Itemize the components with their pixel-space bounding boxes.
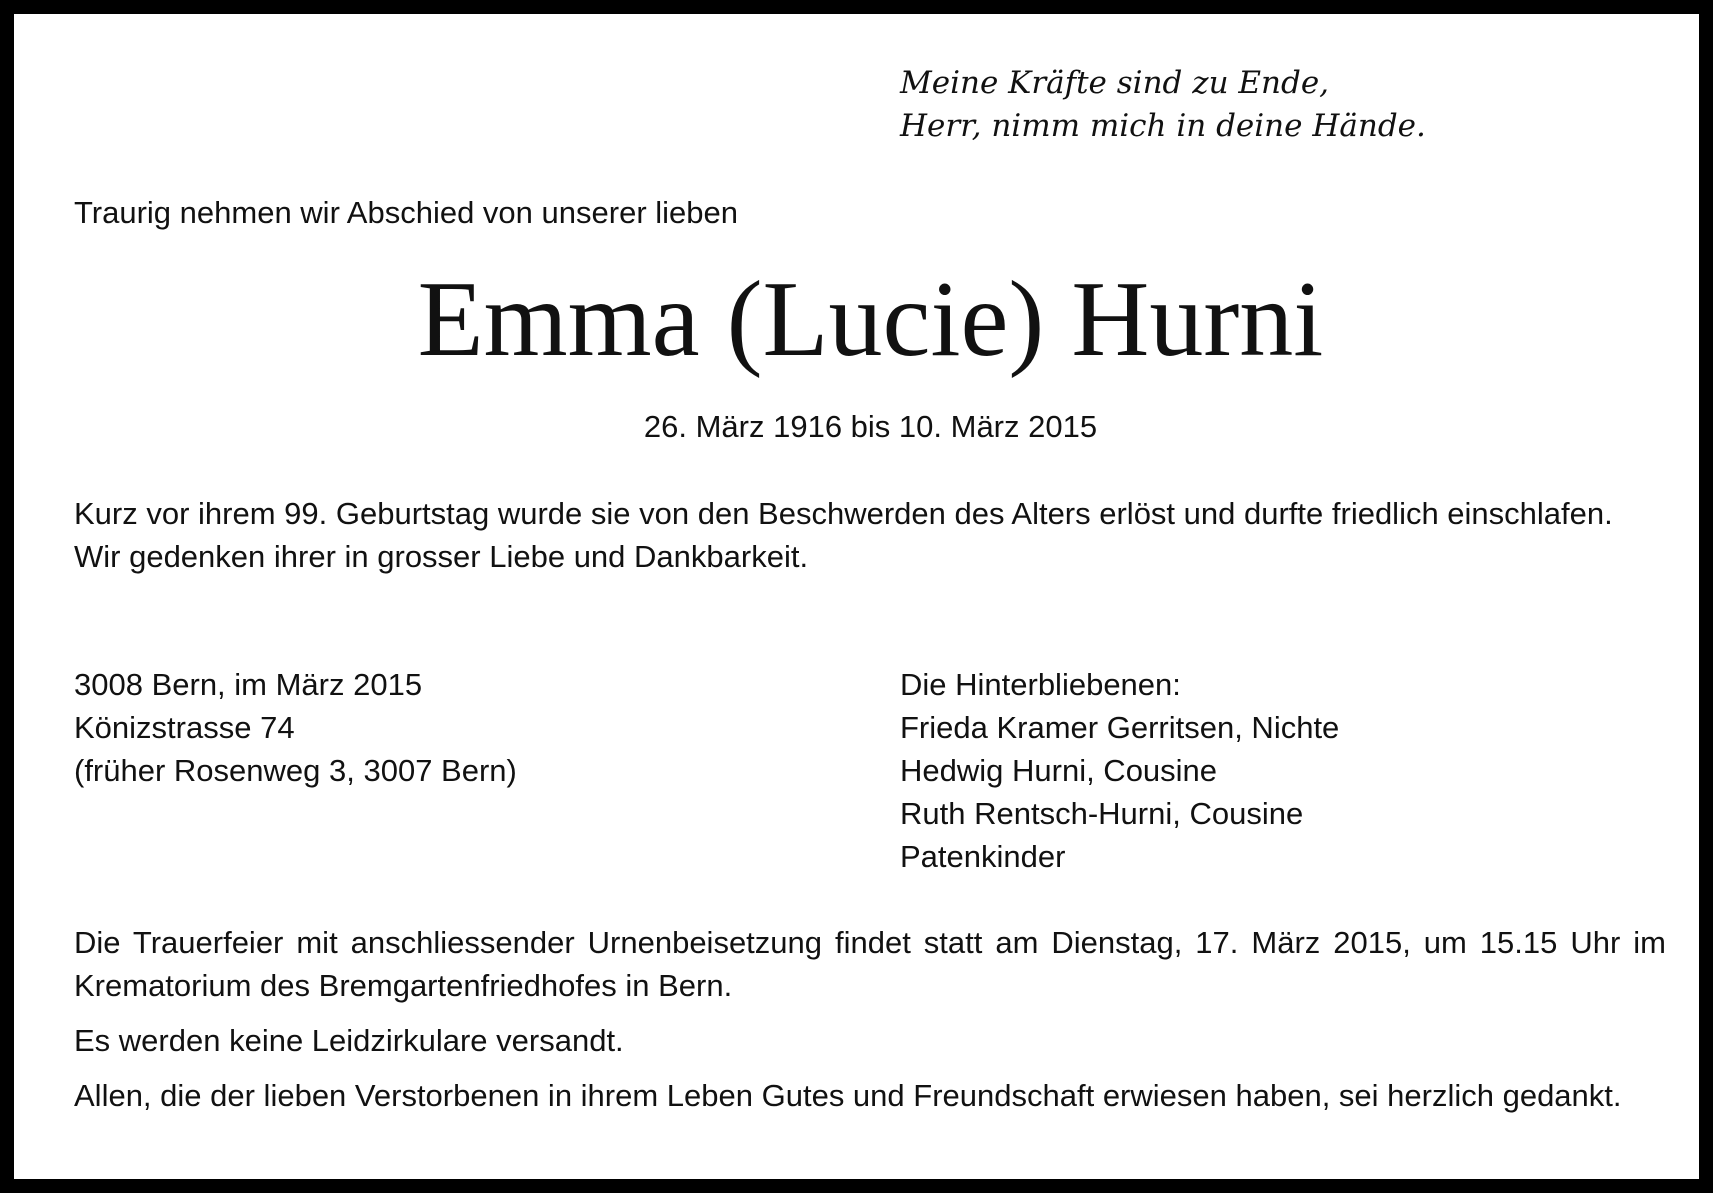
message-line-2: Wir gedenken ihrer in grosser Liebe und Dankbarkeit. (74, 539, 809, 574)
survivors-block (900, 663, 1339, 878)
survivor-name: Frieda Kramer Gerritsen, Nichte (900, 710, 1340, 745)
ceremony-text: Die Trauerfeier mit anschliessender Urnenbeisetzung findet statt am Dienstag, 17. März 2015, um 15.15 Uhr im Krematorium des Bremgartenfriedhofes in Bern. (74, 925, 1666, 1003)
service-block (74, 921, 1666, 1129)
verse-quote (900, 62, 1426, 148)
verse-line-1: Meine Kräfte sind zu Ende, (900, 65, 1330, 101)
address-line-2: Könizstrasse 74 (74, 710, 295, 745)
address-block (74, 663, 517, 792)
deceased-name: Emma (Lucie) Hurni (417, 260, 1324, 379)
verse-line-2: Herr, nimm mich in deine Hände. (900, 108, 1426, 144)
survivor-name: Patenkinder (900, 839, 1066, 874)
address-line-3: (früher Rosenweg 3, 3007 Bern) (74, 753, 517, 788)
survivor-name: Hedwig Hurni, Cousine (900, 753, 1218, 788)
survivor-name: Ruth Rentsch-Hurni, Cousine (900, 796, 1304, 831)
life-dates: 26. März 1916 bis 10. März 2015 (643, 409, 1098, 444)
no-circulars-text: Es werden keine Leidzirkulare versandt. (74, 1023, 624, 1058)
thanks-text: Allen, die der lieben Verstorbenen in ihrem Leben Gutes und Freundschaft erwiesen haben, sei herzlich gedankt. (74, 1078, 1622, 1113)
message-line-1: Kurz vor ihrem 99. Geburtstag wurde sie von den Beschwerden des Alters erlöst und durfte friedlich einschlafen. (74, 496, 1613, 531)
survivors-heading: Die Hinterbliebenen: (900, 667, 1181, 702)
intro-text: Traurig nehmen wir Abschied von unserer lieben (74, 195, 738, 230)
message-block (74, 492, 1666, 578)
address-line-1: 3008 Bern, im März 2015 (74, 667, 423, 702)
